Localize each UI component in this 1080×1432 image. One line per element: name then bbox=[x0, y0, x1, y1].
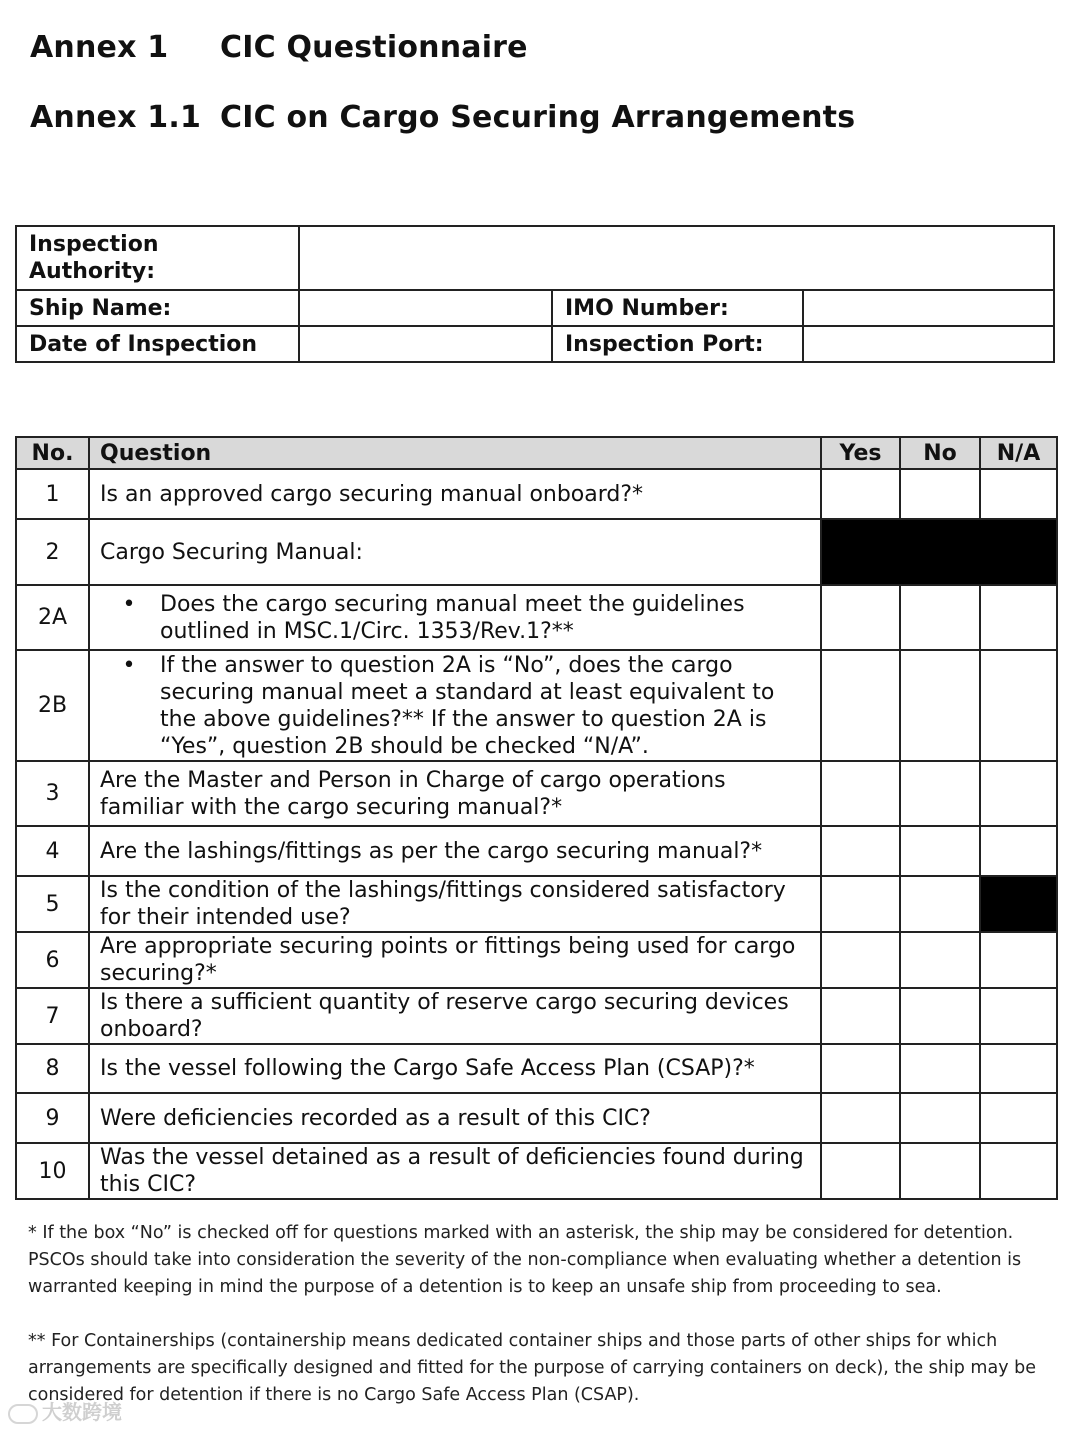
inspection-port-label: Inspection Port: bbox=[552, 326, 803, 362]
no-checkbox[interactable] bbox=[900, 469, 980, 519]
table-row bbox=[16, 585, 1057, 650]
inspection-authority-field[interactable] bbox=[299, 226, 1054, 290]
inspection-authority-label: Inspection Authority: bbox=[16, 226, 299, 290]
question-number: 2 bbox=[16, 519, 89, 585]
question-text-cell bbox=[89, 650, 821, 761]
question-text: Are the Master and Person in Charge of cargo operations familiar with the cargo securing manual?* bbox=[89, 761, 821, 826]
question-text: Cargo Securing Manual: bbox=[89, 519, 821, 585]
na-checkbox[interactable] bbox=[980, 988, 1057, 1044]
annex-number: Annex 1 bbox=[30, 30, 169, 65]
table-row bbox=[16, 761, 1057, 826]
na-checkbox[interactable] bbox=[980, 826, 1057, 876]
header-na: N/A bbox=[980, 437, 1057, 469]
yes-checkbox[interactable] bbox=[821, 469, 900, 519]
na-checkbox[interactable] bbox=[980, 1093, 1057, 1143]
table-row bbox=[16, 826, 1057, 876]
question-text: If the answer to question 2A is “No”, does the cargo securing manual meet a standard at least equivalent to the above guidelines?** If the answer to question 2A is “Yes”, question 2B should be checked “N/A”. bbox=[160, 652, 775, 759]
annex-1-1-heading bbox=[30, 100, 855, 135]
chat-bubble-icon bbox=[8, 1404, 38, 1424]
question-text: Is an approved cargo securing manual onboard?* bbox=[89, 469, 821, 519]
annex-number: Annex 1.1 bbox=[30, 100, 202, 135]
no-checkbox[interactable] bbox=[900, 585, 980, 650]
question-number: 2B bbox=[16, 650, 89, 761]
yes-checkbox[interactable] bbox=[821, 761, 900, 826]
header-question: Question bbox=[89, 437, 821, 469]
question-number: 3 bbox=[16, 761, 89, 826]
question-text: Does the cargo securing manual meet the guidelines outlined in MSC.1/Circ. 1353/Rev.1?** bbox=[160, 591, 745, 644]
yes-checkbox[interactable] bbox=[821, 1093, 900, 1143]
question-number: 1 bbox=[16, 469, 89, 519]
na-checkbox[interactable] bbox=[980, 650, 1057, 761]
watermark bbox=[8, 1396, 122, 1425]
shaded-cell bbox=[821, 519, 1057, 585]
yes-checkbox[interactable] bbox=[821, 1044, 900, 1093]
date-of-inspection-field[interactable] bbox=[299, 326, 552, 362]
header-yes: Yes bbox=[821, 437, 900, 469]
annex-title: CIC on Cargo Securing Arrangements bbox=[220, 100, 856, 135]
na-checkbox[interactable] bbox=[980, 761, 1057, 826]
question-text-cell bbox=[89, 585, 821, 650]
question-text: Are the lashings/fittings as per the cargo securing manual?* bbox=[89, 826, 821, 876]
no-checkbox[interactable] bbox=[900, 761, 980, 826]
imo-number-label: IMO Number: bbox=[552, 290, 803, 326]
inspection-port-field[interactable] bbox=[803, 326, 1054, 362]
question-number: 9 bbox=[16, 1093, 89, 1143]
table-row bbox=[16, 1044, 1057, 1093]
table-row bbox=[16, 519, 1057, 585]
yes-checkbox[interactable] bbox=[821, 650, 900, 761]
table-header-row bbox=[16, 437, 1057, 469]
yes-checkbox[interactable] bbox=[821, 585, 900, 650]
no-checkbox[interactable] bbox=[900, 826, 980, 876]
footnote-asterisk: * If the box “No” is checked off for questions marked with an asterisk, the ship may be considered for detention. PSCOs should take into consideration the severity of the non-compliance when evaluating whether a detention is warranted keeping in mind the purpose of a detention is to keep an unsafe ship from proceeding to sea. bbox=[28, 1223, 1022, 1297]
yes-checkbox[interactable] bbox=[821, 932, 900, 988]
table-row bbox=[16, 876, 1057, 932]
table-row bbox=[16, 650, 1057, 761]
table-row bbox=[16, 1093, 1057, 1143]
ship-name-field[interactable] bbox=[299, 290, 552, 326]
question-text: Were deficiencies recorded as a result of this CIC? bbox=[89, 1093, 821, 1143]
inspection-info-table bbox=[15, 225, 1055, 363]
yes-checkbox[interactable] bbox=[821, 1143, 900, 1199]
table-row bbox=[16, 988, 1057, 1044]
annex-1-heading bbox=[30, 30, 528, 65]
yes-checkbox[interactable] bbox=[821, 988, 900, 1044]
date-of-inspection-label: Date of Inspection bbox=[16, 326, 299, 362]
no-checkbox[interactable] bbox=[900, 650, 980, 761]
watermark-text: 大数跨境 bbox=[42, 1400, 122, 1424]
question-number: 10 bbox=[16, 1143, 89, 1199]
na-checkbox[interactable] bbox=[980, 1143, 1057, 1199]
footnote-double-asterisk: ** For Containerships (containership means dedicated container ships and those parts of other ships for which arrangements are specifically designed and fitted for the purpose of carrying containers on deck), the ship may be considered for detention if there is no Cargo Safe Access Plan (CSAP). bbox=[28, 1331, 1036, 1405]
question-number: 4 bbox=[16, 826, 89, 876]
question-number: 2A bbox=[16, 585, 89, 650]
bullet-icon: • bbox=[122, 591, 136, 617]
header-no-answer: No bbox=[900, 437, 980, 469]
question-text: Is there a sufficient quantity of reserve cargo securing devices onboard? bbox=[89, 988, 821, 1044]
yes-checkbox[interactable] bbox=[821, 876, 900, 932]
shaded-cell bbox=[980, 876, 1057, 932]
yes-checkbox[interactable] bbox=[821, 826, 900, 876]
table-row bbox=[16, 932, 1057, 988]
no-checkbox[interactable] bbox=[900, 876, 980, 932]
ship-name-label: Ship Name: bbox=[16, 290, 299, 326]
table-row bbox=[16, 1143, 1057, 1199]
annex-title: CIC Questionnaire bbox=[220, 30, 528, 65]
question-number: 6 bbox=[16, 932, 89, 988]
na-checkbox[interactable] bbox=[980, 932, 1057, 988]
no-checkbox[interactable] bbox=[900, 1093, 980, 1143]
no-checkbox[interactable] bbox=[900, 932, 980, 988]
question-text: Are appropriate securing points or fittings being used for cargo securing?* bbox=[89, 932, 821, 988]
question-text: Was the vessel detained as a result of deficiencies found during this CIC? bbox=[89, 1143, 821, 1199]
header-no: No. bbox=[16, 437, 89, 469]
no-checkbox[interactable] bbox=[900, 1044, 980, 1093]
na-checkbox[interactable] bbox=[980, 585, 1057, 650]
question-number: 8 bbox=[16, 1044, 89, 1093]
questionnaire-table bbox=[15, 436, 1058, 1200]
no-checkbox[interactable] bbox=[900, 988, 980, 1044]
table-row bbox=[16, 469, 1057, 519]
question-text: Is the condition of the lashings/fittings considered satisfactory for their intended use? bbox=[89, 876, 821, 932]
na-checkbox[interactable] bbox=[980, 469, 1057, 519]
imo-number-field[interactable] bbox=[803, 290, 1054, 326]
no-checkbox[interactable] bbox=[900, 1143, 980, 1199]
na-checkbox[interactable] bbox=[980, 1044, 1057, 1093]
bullet-icon: • bbox=[122, 652, 136, 678]
question-number: 7 bbox=[16, 988, 89, 1044]
question-number: 5 bbox=[16, 876, 89, 932]
question-text: Is the vessel following the Cargo Safe Access Plan (CSAP)?* bbox=[89, 1044, 821, 1093]
